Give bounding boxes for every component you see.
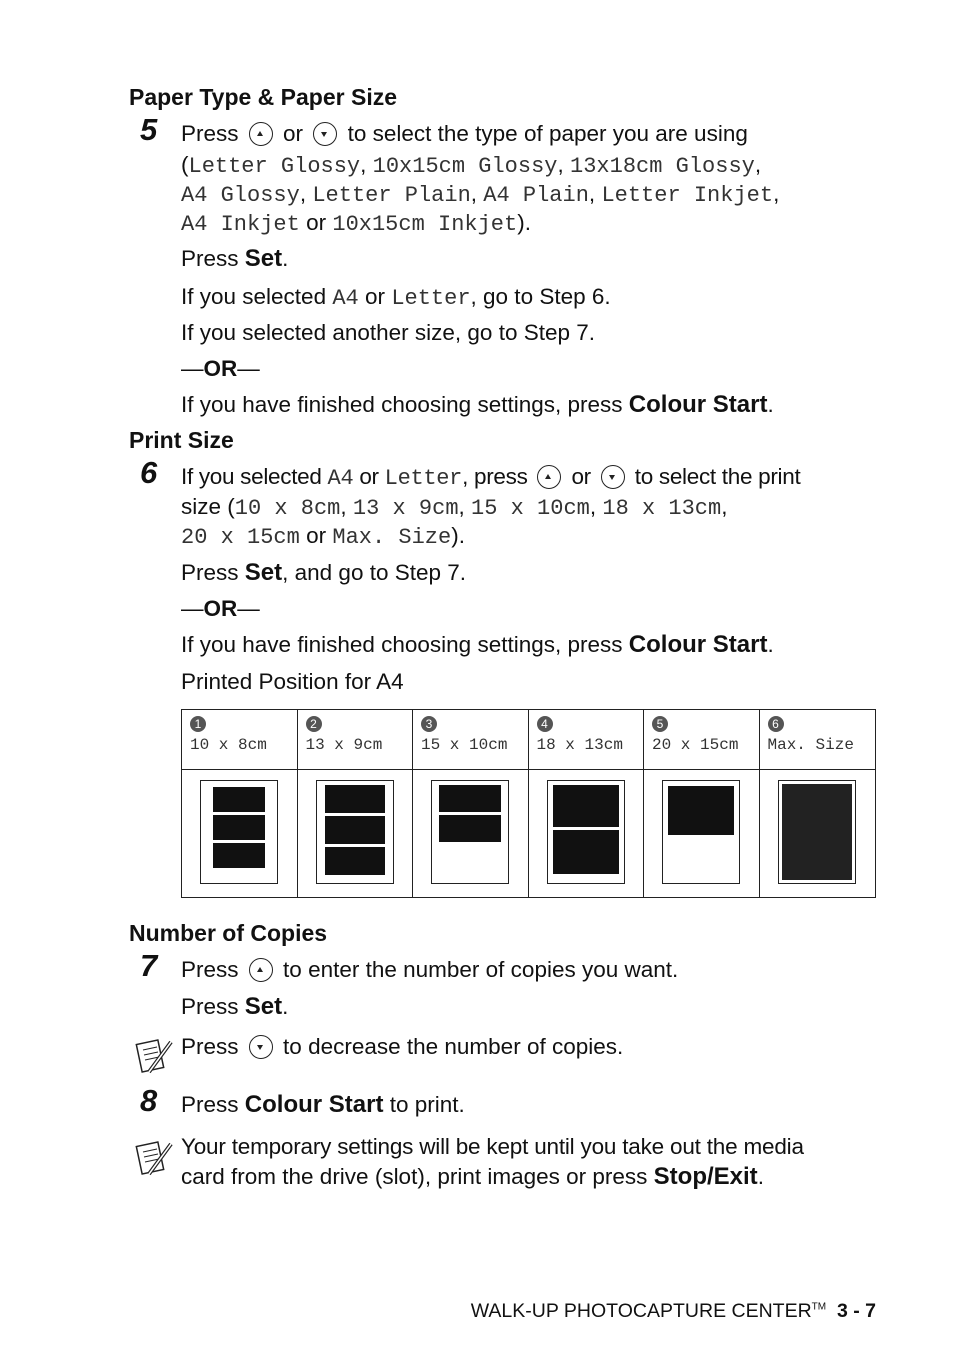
text: to enter the number of copies you want. (283, 957, 679, 982)
table-header-cell (298, 710, 414, 770)
table-header-cell (413, 710, 529, 770)
print-block (213, 787, 265, 812)
layout-diagram-cell (298, 770, 414, 897)
down-arrow-key-icon (313, 122, 337, 146)
text: or (306, 210, 327, 235)
or-divider: —OR— (181, 596, 260, 621)
text: size ( (181, 494, 235, 519)
note-temporary-settings-line1: Your temporary settings will be kept until you take out the media (181, 1134, 804, 1159)
trademark-mark: TM (811, 1301, 827, 1313)
text: Press (181, 560, 239, 585)
size-letter: Letter (391, 286, 471, 311)
paper-option: A4 Plain (483, 183, 589, 208)
step-number-6: 6 (140, 455, 158, 490)
print-block (213, 843, 265, 868)
number-badge: 6 (768, 716, 784, 732)
colour-start-key-label: Colour Start (628, 631, 768, 658)
paper-sheet-diagram (662, 780, 740, 884)
text: Press (181, 994, 239, 1019)
print-size-option: 20 x 15cm (181, 525, 300, 550)
step5-line3: A4 Glossy, Letter Plain, A4 Plain, Letter Inkjet, (181, 181, 780, 208)
step6-line3 (181, 521, 465, 552)
paper-sheet-diagram (778, 780, 856, 884)
or-label: OR (203, 596, 238, 621)
step-number-5: 5 (140, 112, 158, 147)
text: Press (181, 121, 239, 146)
layout-diagram-cell (529, 770, 645, 897)
up-arrow-key-icon (537, 465, 561, 489)
print-block (325, 847, 385, 875)
text: or (359, 464, 379, 489)
note-decrease-copies (181, 1032, 623, 1061)
print-block (325, 785, 385, 813)
note-pencil-icon (135, 1036, 177, 1076)
step5-line2: (Letter Glossy, 10x15cm Glossy, 13x18cm Glossy, (181, 152, 762, 179)
step7-line1 (181, 955, 678, 984)
print-block (213, 815, 265, 840)
or-divider: —OR— (181, 356, 260, 381)
step5-finished (181, 390, 774, 419)
footer-title: WALK-UP PHOTOCAPTURE CENTER (470, 1300, 812, 1322)
print-block (553, 785, 619, 827)
column-label: 15 x 10cm (421, 736, 508, 754)
colour-start-key-label: Colour Start (244, 1091, 384, 1118)
page-footer (471, 1300, 876, 1323)
print-block (668, 786, 734, 835)
paper-sheet-diagram (431, 780, 509, 884)
print-size-option: 13 x 9cm (352, 496, 459, 521)
step5-if-a4 (181, 282, 611, 313)
print-block (782, 784, 852, 880)
step7-press-set: Press Set. (181, 993, 289, 1020)
paper-option: Letter Inkjet (601, 183, 774, 208)
set-key-label: Set (244, 245, 283, 272)
set-key-label: Set (244, 993, 283, 1020)
text: If you selected (181, 284, 327, 309)
section-heading-paper-type: Paper Type & Paper Size (129, 84, 398, 110)
print-size-option: Max. Size (332, 525, 452, 550)
layout-diagram-cell (644, 770, 760, 897)
paper-option: A4 Inkjet (181, 212, 300, 237)
column-label: 20 x 15cm (652, 736, 739, 754)
text: or (365, 284, 386, 309)
text: or (306, 523, 327, 548)
text: Press (181, 1092, 239, 1117)
text: to select the type of paper you are using (347, 121, 748, 146)
text: , press (462, 464, 528, 489)
column-label: Max. Size (767, 736, 854, 754)
text: , go to Step 6. (470, 284, 611, 309)
step-number-8: 8 (140, 1083, 158, 1118)
step6-line2: size (10 x 8cm, 13 x 9cm, 15 x 10cm, 18 x 13cm, (181, 494, 728, 521)
text: or (283, 121, 304, 146)
step5-press-set (181, 244, 288, 273)
step6-line1 (181, 462, 800, 493)
paren: ). (517, 210, 531, 235)
paper-option: Letter Glossy (188, 154, 361, 179)
paper-sheet-diagram (316, 780, 394, 884)
text: card from the drive (slot), print images or press (181, 1164, 648, 1189)
text: If you have finished choosing settings, press (181, 632, 623, 657)
paper-option: 10x15cm Inkjet (332, 212, 518, 237)
number-badge: 2 (306, 716, 322, 732)
print-block (439, 785, 501, 812)
print-block (325, 816, 385, 844)
colour-start-key-label: Colour Start (628, 391, 768, 418)
stop-exit-key-label: Stop/Exit (653, 1163, 758, 1190)
page-number: 3 - 7 (836, 1300, 876, 1322)
number-badge: 5 (652, 716, 668, 732)
note-pencil-icon (135, 1138, 177, 1178)
paren: ( (181, 152, 189, 177)
text: . (767, 392, 774, 417)
number-badge: 1 (190, 716, 206, 732)
table-header-cell (182, 710, 298, 770)
step6-finished: If you have finished choosing settings, press Colour Start. (181, 631, 774, 658)
up-arrow-key-icon (249, 122, 273, 146)
paper-option: 10x15cm Glossy (372, 154, 558, 179)
size-a4: A4 (327, 466, 354, 491)
step-number-7: 7 (140, 948, 158, 983)
layout-diagram-cell (182, 770, 298, 897)
text: Press (181, 957, 239, 982)
layout-diagram-cell (760, 770, 876, 897)
print-block (439, 815, 501, 842)
note-temporary-settings-line2: card from the drive (slot), print images or press Stop/Exit. (181, 1163, 764, 1190)
paper-sheet-diagram (547, 780, 625, 884)
step6-press-set (181, 558, 466, 587)
text: or (571, 464, 591, 489)
size-letter: Letter (384, 466, 463, 491)
text: ). (451, 523, 465, 548)
print-size-option: 10 x 8cm (234, 496, 341, 521)
text: to select the print (634, 464, 801, 489)
print-size-option: 15 x 10cm (471, 496, 590, 521)
text: Press (181, 1034, 239, 1059)
text: , and go to Step 7. (282, 560, 467, 585)
set-key-label: Set (244, 559, 283, 586)
printed-position-caption: Printed Position for A4 (181, 669, 404, 694)
column-label: 18 x 13cm (536, 736, 623, 754)
column-label: 13 x 9cm (305, 736, 383, 754)
step8-line (181, 1090, 465, 1119)
size-a4: A4 (332, 286, 359, 311)
number-badge: 4 (537, 716, 553, 732)
down-arrow-key-icon (601, 465, 625, 489)
print-size-option: 18 x 13cm (602, 496, 722, 521)
section-heading-copies: Number of Copies (129, 920, 328, 946)
step5-line1 (181, 119, 748, 148)
layout-diagram-cell (413, 770, 529, 897)
text: Press (181, 246, 239, 271)
up-arrow-key-icon (249, 958, 273, 982)
step5-line4 (181, 208, 531, 239)
paper-option: Letter Plain (312, 183, 471, 208)
column-label: 10 x 8cm (190, 736, 267, 754)
text: to print. (389, 1092, 465, 1117)
paper-option: 13x18cm Glossy (570, 154, 755, 179)
text: If you have finished choosing settings, press (181, 392, 623, 417)
table-header-cell (644, 710, 760, 770)
table-header-cell (760, 710, 876, 770)
or-label: OR (203, 356, 238, 381)
paper-option: A4 Glossy (181, 183, 300, 208)
text: to decrease the number of copies. (283, 1034, 624, 1059)
text: . (282, 246, 289, 271)
section-heading-print-size: Print Size (129, 427, 234, 453)
printed-position-table (181, 709, 876, 898)
paper-sheet-diagram (200, 780, 278, 884)
down-arrow-key-icon (249, 1035, 273, 1059)
text: If you selected (181, 464, 322, 489)
number-badge: 3 (421, 716, 437, 732)
print-block (553, 830, 619, 874)
table-header-cell (529, 710, 645, 770)
step5-another-size: If you selected another size, go to Step 7. (181, 320, 596, 345)
